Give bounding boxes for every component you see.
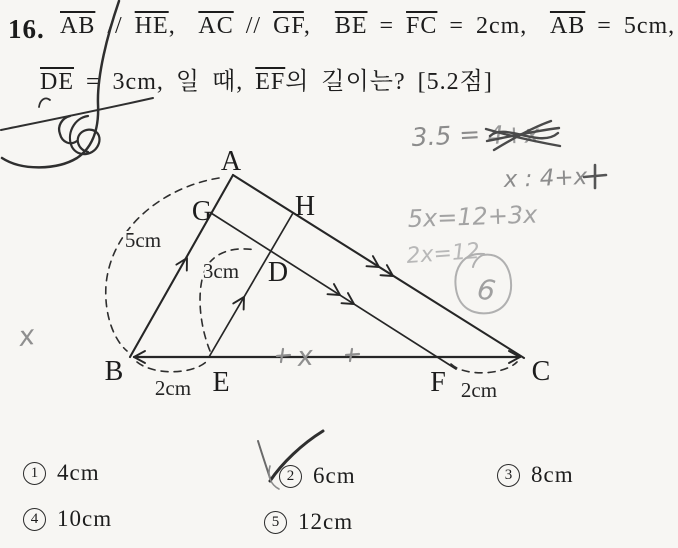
pencil-answer-circle bbox=[455, 254, 511, 313]
pencil-answer-value: 6 bbox=[474, 272, 498, 308]
pencil-retrace-on-circle-2 bbox=[269, 466, 279, 489]
answer-2-label: 6cm bbox=[313, 463, 356, 488]
parallel-mark-ab bbox=[176, 255, 192, 270]
vertex-label-d: D bbox=[267, 257, 289, 288]
vertex-label-c: C bbox=[531, 356, 551, 387]
pen-cross-out-scribble bbox=[486, 121, 560, 150]
pencil-ef-unknown: x bbox=[295, 340, 315, 373]
answer-option-2 bbox=[279, 463, 356, 489]
answer-option-5 bbox=[264, 509, 353, 535]
pen-bold-plus bbox=[584, 165, 606, 188]
answer-1-circle: 1 bbox=[23, 462, 46, 485]
answer-5-circle: 5 bbox=[264, 511, 287, 534]
segment-eh bbox=[209, 213, 293, 357]
vertex-label-f: F bbox=[430, 367, 446, 398]
answer-4-label: 10cm bbox=[57, 506, 113, 531]
triangle-side-ac bbox=[233, 175, 524, 358]
measure-label-be-2cm: 2cm bbox=[154, 376, 192, 400]
problem-number: 16. bbox=[8, 14, 45, 44]
vertex-label-e: E bbox=[212, 367, 230, 398]
answer-option-4 bbox=[23, 506, 112, 532]
bc-left-arrowhead bbox=[134, 351, 145, 363]
vertex-label-a: A bbox=[220, 146, 242, 177]
answer-3-circle: 3 bbox=[497, 464, 520, 487]
segment-gf bbox=[211, 213, 456, 369]
pencil-margin-unknown: x bbox=[16, 320, 37, 353]
answer-2-circle: 2 bbox=[279, 465, 302, 488]
dimension-arc-5cm bbox=[106, 178, 219, 351]
pencil-ratio-lead: 3.5 = bbox=[410, 119, 481, 152]
dimension-arc-3cm bbox=[200, 249, 256, 351]
pencil-ef-ticks bbox=[277, 349, 359, 362]
bc-right-arrowhead bbox=[509, 351, 520, 363]
measure-label-ab-5cm: 5cm bbox=[124, 228, 162, 252]
vertex-label-b: B bbox=[104, 356, 124, 387]
answer-3-label: 8cm bbox=[531, 462, 574, 487]
triangle-side-ab bbox=[130, 175, 233, 357]
dimension-arc-2cm-left bbox=[137, 362, 206, 372]
answer-option-3 bbox=[497, 462, 574, 488]
problem-line-2: $\overline{DE} = 3cm$, 일 때, $\overline{EF}$의 길이는? [5.2점] bbox=[40, 69, 493, 95]
pen-tick-mark bbox=[39, 98, 50, 107]
answer-option-1 bbox=[23, 460, 100, 486]
answer-4-circle: 4 bbox=[23, 508, 46, 531]
measure-label-fc-2cm: 2cm bbox=[460, 378, 498, 402]
pencil-equation-2x: 2x=12 bbox=[405, 238, 481, 269]
parallel-mark-ac-2 bbox=[380, 265, 396, 281]
answer-1-label: 4cm bbox=[57, 460, 100, 485]
parallel-mark-gf-2 bbox=[341, 293, 357, 309]
vertex-label-h: H bbox=[294, 191, 316, 222]
answer-5-label: 12cm bbox=[298, 509, 354, 534]
pen-underline-curve bbox=[1, 98, 153, 130]
dimension-arc-2cm-right bbox=[451, 362, 517, 373]
pencil-proportion: x : 4+x bbox=[503, 164, 588, 193]
pencil-equation-5x: 5x=12+3x bbox=[407, 200, 538, 233]
parallel-mark-eh bbox=[233, 294, 249, 310]
measure-label-de-3cm: 3cm bbox=[202, 259, 240, 283]
check-mark-left-stroke bbox=[258, 441, 270, 478]
pencil-ratio-crossed-text: 4+x bbox=[487, 119, 540, 150]
problem-line-1: $\overline{AB} // \overline{HE}$, $\overline{AC} // \overline{GF}$, $\overline{BE} = \overline{FC} = 2cm$, $\overline{AB} = 5cm$, bbox=[60, 13, 676, 39]
pen-scribble-5 bbox=[59, 116, 77, 143]
vertex-label-g: G bbox=[191, 196, 213, 227]
parallel-mark-gf-1 bbox=[327, 284, 343, 300]
pen-scribble-loop bbox=[70, 116, 100, 154]
pencil-work bbox=[16, 119, 606, 373]
parallel-mark-ac-1 bbox=[366, 256, 382, 272]
